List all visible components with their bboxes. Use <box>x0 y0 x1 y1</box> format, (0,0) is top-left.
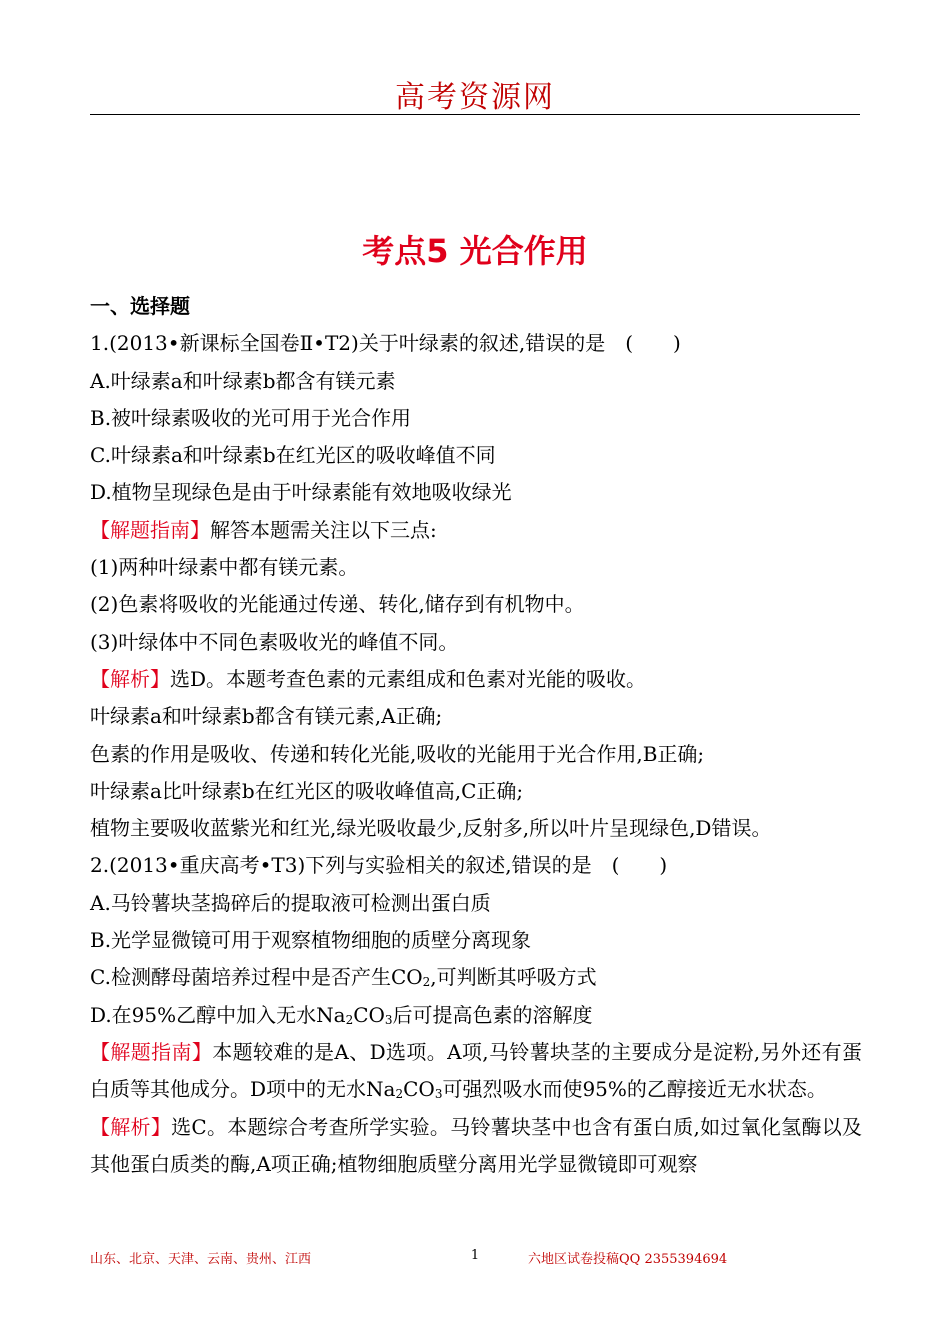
subscript: 2 <box>345 1012 354 1027</box>
subscript: 2 <box>422 975 431 990</box>
q1-stem: 1.(2013•新课标全国卷Ⅱ•T2)关于叶绿素的叙述,错误的是 ( ) <box>90 331 681 356</box>
guide-tag: 【解题指南】 <box>90 1039 213 1064</box>
q2-option-d-text: D.在95%乙醇中加入无水Na <box>90 1002 346 1027</box>
section-heading: 一、选择题 <box>90 294 190 318</box>
q1-analysis-line: 植物主要吸收蓝紫光和红光,绿光吸收最少,反射多,所以叶片呈现绿色,D错误。 <box>90 816 772 841</box>
q1-guide-point: (1)两种叶绿素中都有镁元素。 <box>90 555 359 580</box>
q2-analysis-text: 选C。本题综合考查所学实验。马铃薯块茎中也含有蛋白质,如过氧化氢酶以及其他蛋白质类的酶,A项正确;植物细胞质壁分离用光学显微镜即可观察 <box>90 1114 862 1176</box>
q2-option-d-text: 后可提高色素的溶解度 <box>392 1002 593 1027</box>
header-rule <box>90 114 860 115</box>
q1-option-b: B.被叶绿素吸收的光可用于光合作用 <box>90 405 412 430</box>
q1-analysis-line: 叶绿素a和叶绿素b都含有镁元素,A正确; <box>90 704 443 729</box>
q2-stem: 2.(2013•重庆高考•T3)下列与实验相关的叙述,错误的是 ( ) <box>90 853 668 878</box>
q2-option-c-text: ,可判断其呼吸方式 <box>430 965 597 990</box>
q1-guide <box>90 512 862 549</box>
q2-guide-text: CO <box>403 1077 435 1102</box>
q2-option-a: A.马铃薯块茎捣碎后的提取液可检测出蛋白质 <box>90 890 491 915</box>
subscript: 3 <box>384 1012 393 1027</box>
q1-option-c: C.叶绿素a和叶绿素b在红光区的吸收峰值不同 <box>90 443 496 468</box>
q1-analysis-text: 选D。本题考查色素的元素组成和色素对光能的吸收。 <box>170 666 647 691</box>
q2-guide-text: 可强烈吸水而使95%的乙醇接近无水状态。 <box>442 1077 827 1102</box>
q1-guide-point: (3)叶绿体中不同色素吸收光的峰值不同。 <box>90 629 459 654</box>
q2-option-c <box>90 959 862 996</box>
q2-option-b: B.光学显微镜可用于观察植物细胞的质壁分离现象 <box>90 928 532 953</box>
page-title: 考点5 光合作用 <box>362 232 588 270</box>
q1-guide-text: 解答本题需关注以下三点: <box>210 517 437 542</box>
q2-guide <box>90 1034 862 1109</box>
q2-option-c-text: C.检测酵母菌培养过程中是否产生CO <box>90 965 423 990</box>
q1-analysis-line: 色素的作用是吸收、传递和转化光能,吸收的光能用于光合作用,B正确; <box>90 741 705 766</box>
q2-option-d <box>90 997 862 1034</box>
q1-guide-point: (2)色素将吸收的光能通过传递、转化,储存到有机物中。 <box>90 592 585 617</box>
q1-analysis <box>90 661 862 698</box>
analysis-tag: 【解析】 <box>90 666 170 691</box>
page-number: 1 <box>470 1248 480 1263</box>
q1-option-a: A.叶绿素a和叶绿素b都含有镁元素 <box>90 368 396 393</box>
document-body <box>90 288 862 1183</box>
guide-tag: 【解题指南】 <box>90 517 210 542</box>
subscript: 2 <box>395 1087 404 1102</box>
subscript: 3 <box>434 1087 443 1102</box>
analysis-tag: 【解析】 <box>90 1114 172 1139</box>
q1-option-d: D.植物呈现绿色是由于叶绿素能有效地吸收绿光 <box>90 480 512 505</box>
q2-guide-text: 本题较难的是A、D选项。A项,马铃薯块茎的主要成分是淀粉,另外还有蛋白质等其他成分。D项中的无水Na <box>90 1039 863 1102</box>
footer-regions: 山东、北京、天津、云南、贵州、江西 <box>90 1252 312 1267</box>
q1-analysis-line: 叶绿素a比叶绿素b在红光区的吸收峰值高,C正确; <box>90 778 524 803</box>
q2-option-d-text: CO <box>353 1002 385 1027</box>
header-logo: 高考资源网 <box>395 80 555 115</box>
footer-contact: 六地区试卷投稿QQ 2355394694 <box>528 1252 728 1267</box>
q2-analysis <box>90 1109 862 1184</box>
